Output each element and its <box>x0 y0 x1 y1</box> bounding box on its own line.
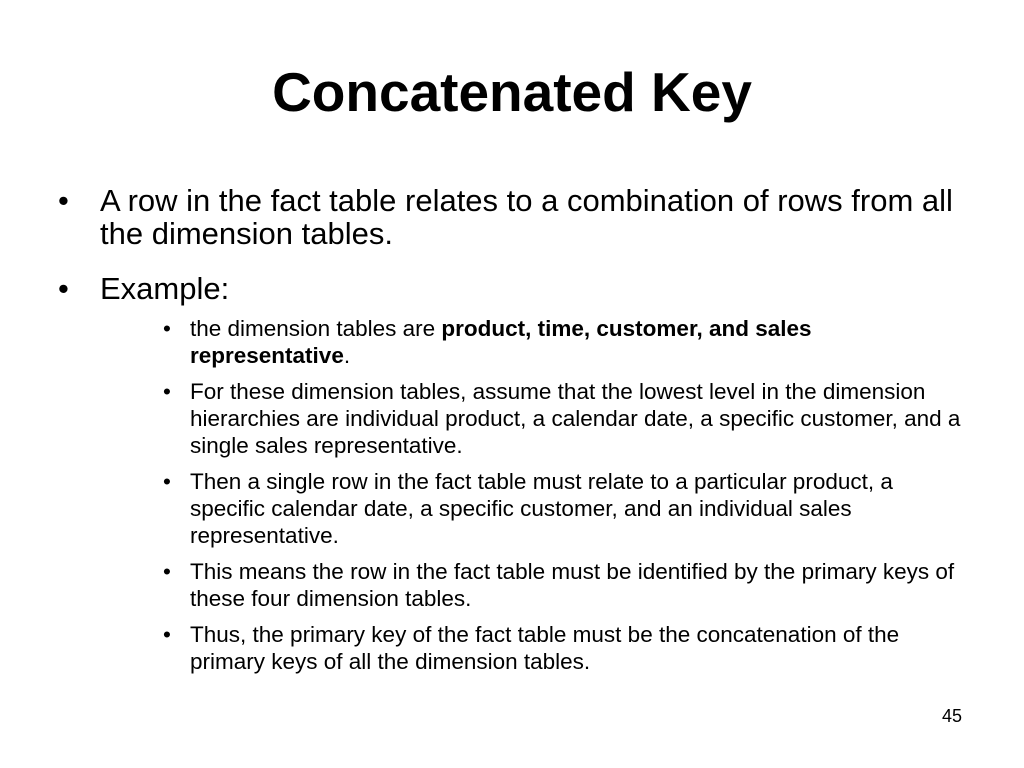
sub-bullet-concatenation <box>163 621 963 675</box>
bullet-text: A row in the fact table relates to a combination of rows from all the dimension tables. <box>100 183 953 251</box>
slide-title: Concatenated Key <box>272 61 752 123</box>
bullet-icon: • <box>163 469 171 494</box>
dimension-names-bold: product, time, customer, and sales representative <box>190 316 812 368</box>
bullet-text: Example: <box>100 271 230 306</box>
sub-bullet-text: This means the row in the fact table must be identified by the primary keys of these four dimension tables. <box>190 559 955 611</box>
sub-bullet-text: Then a single row in the fact table must relate to a particular product, a specific calendar date, a specific customer, and an individual sales representative. <box>190 469 893 548</box>
bullet-item-example <box>58 272 978 305</box>
sub-bullet-text <box>190 315 963 369</box>
sub-bullet-text: Thus, the primary key of the fact table must be the concatenation of the primary keys of all the dimension tables. <box>190 622 900 674</box>
sub-bullet-single-row <box>163 468 963 549</box>
bullet-icon: • <box>58 183 69 218</box>
bullet-item-fact-table-row <box>58 184 978 250</box>
bullet-icon: • <box>163 622 171 647</box>
bullet-icon: • <box>58 271 69 306</box>
sub-bullet-text-suffix: . <box>343 343 351 368</box>
sub-bullet-identified-by-keys <box>163 558 963 612</box>
bullet-icon: • <box>163 559 171 584</box>
bullet-icon: • <box>163 316 171 341</box>
sub-bullet-text-prefix: the dimension tables are <box>190 316 442 341</box>
sub-bullet-text: For these dimension tables, assume that the lowest level in the dimension hierarchies are individual product, a calendar date, a specific customer, and a single sales representative. <box>190 379 961 458</box>
bullet-icon: • <box>163 379 171 404</box>
sub-bullet-lowest-level <box>163 378 963 459</box>
page-number: 45 <box>941 706 962 726</box>
example-sub-list <box>163 315 963 684</box>
sub-bullet-dimension-tables <box>163 315 963 369</box>
